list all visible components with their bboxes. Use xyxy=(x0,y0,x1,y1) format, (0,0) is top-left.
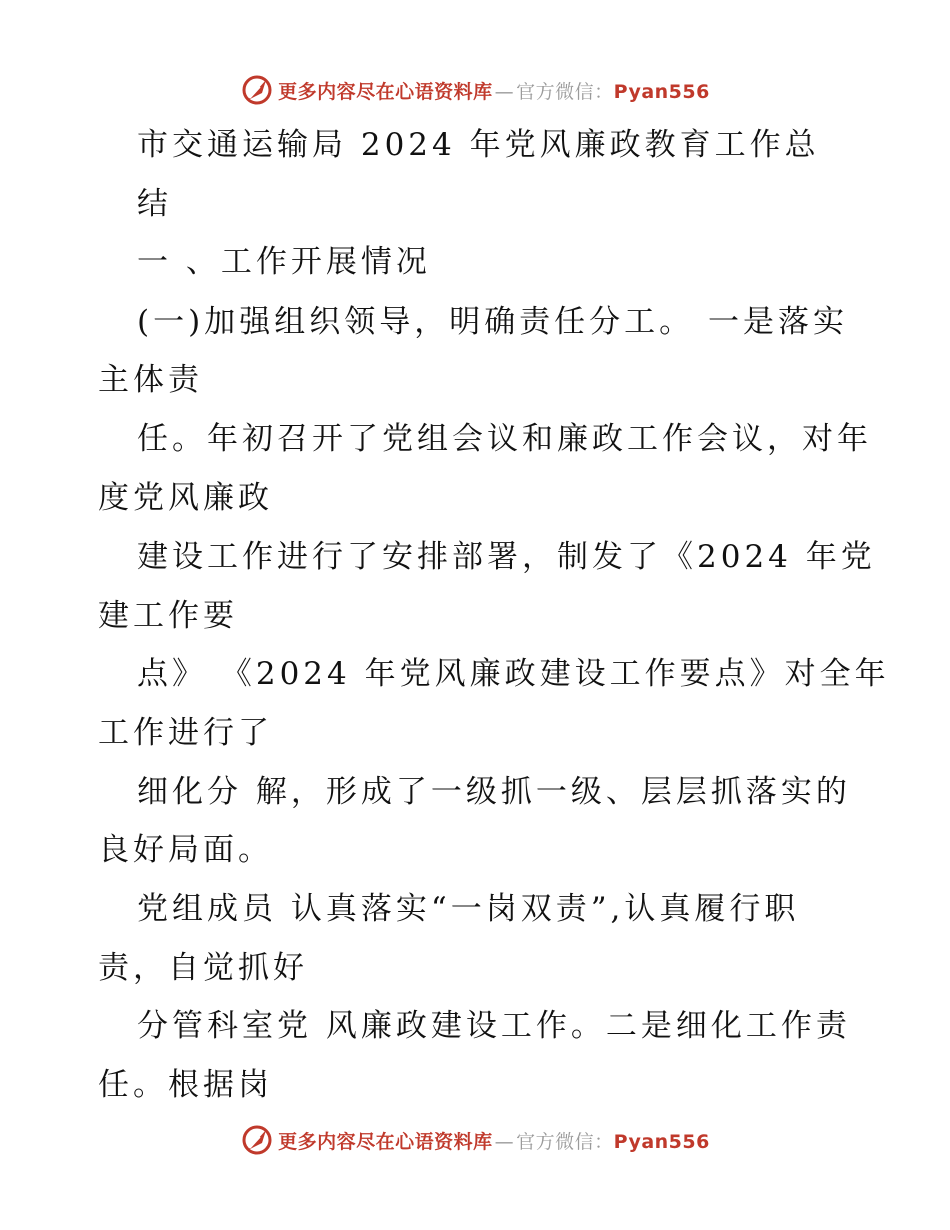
watermark-handle: Pyan556 xyxy=(613,80,710,103)
doc-title-line-1: 市交通运输局 2024 年党风廉政教育工作总 xyxy=(137,127,820,163)
doc-line: 任。年初召开了党组会议和廉政工作会议，对年 xyxy=(137,421,872,457)
watermark-sub-text: 官方微信： xyxy=(516,1130,614,1153)
watermark-dash: — xyxy=(494,80,515,103)
doc-line: 主体责 xyxy=(98,362,203,398)
section-heading: 一 、工作开展情况 xyxy=(137,244,431,280)
watermark-dash: — xyxy=(494,1130,515,1153)
doc-line: 点》 《2024 年党风廉政建设工作要点》对全年 xyxy=(137,656,890,692)
watermark-handle: Pyan556 xyxy=(613,1130,710,1153)
doc-line: 分管科室党 风廉政建设工作。二是细化工作责 xyxy=(137,1008,851,1044)
watermark-main-text: 更多内容尽在心语资料库 xyxy=(278,80,493,103)
doc-line: 工作进行了 xyxy=(98,715,273,751)
doc-line: (一)加强组织领导，明确责任分工。 一是落实 xyxy=(137,304,849,340)
doc-title-line-2: 结 xyxy=(137,186,172,222)
watermark-sub-text: 官方微信： xyxy=(516,80,614,103)
watermark-banner-bottom xyxy=(0,1120,950,1160)
watermark-text xyxy=(278,1127,710,1154)
doc-line: 建设工作进行了安排部署，制发了《2024 年党 xyxy=(137,539,876,575)
doc-line: 细化分 解，形成了一级抓一级、层层抓落实的 xyxy=(137,774,851,810)
doc-line: 度党风廉政 xyxy=(98,480,273,516)
doc-line: 良好局面。 xyxy=(98,832,273,868)
doc-line: 建工作要 xyxy=(98,598,238,634)
watermark-main-text: 更多内容尽在心语资料库 xyxy=(278,1130,493,1153)
doc-line: 任。根据岗 xyxy=(98,1067,273,1103)
doc-line: 党组成员 认真落实“一岗双责”,认真履行职 xyxy=(137,891,800,927)
quill-logo-icon xyxy=(240,1123,274,1157)
doc-line: 责，自觉抓好 xyxy=(98,950,308,986)
